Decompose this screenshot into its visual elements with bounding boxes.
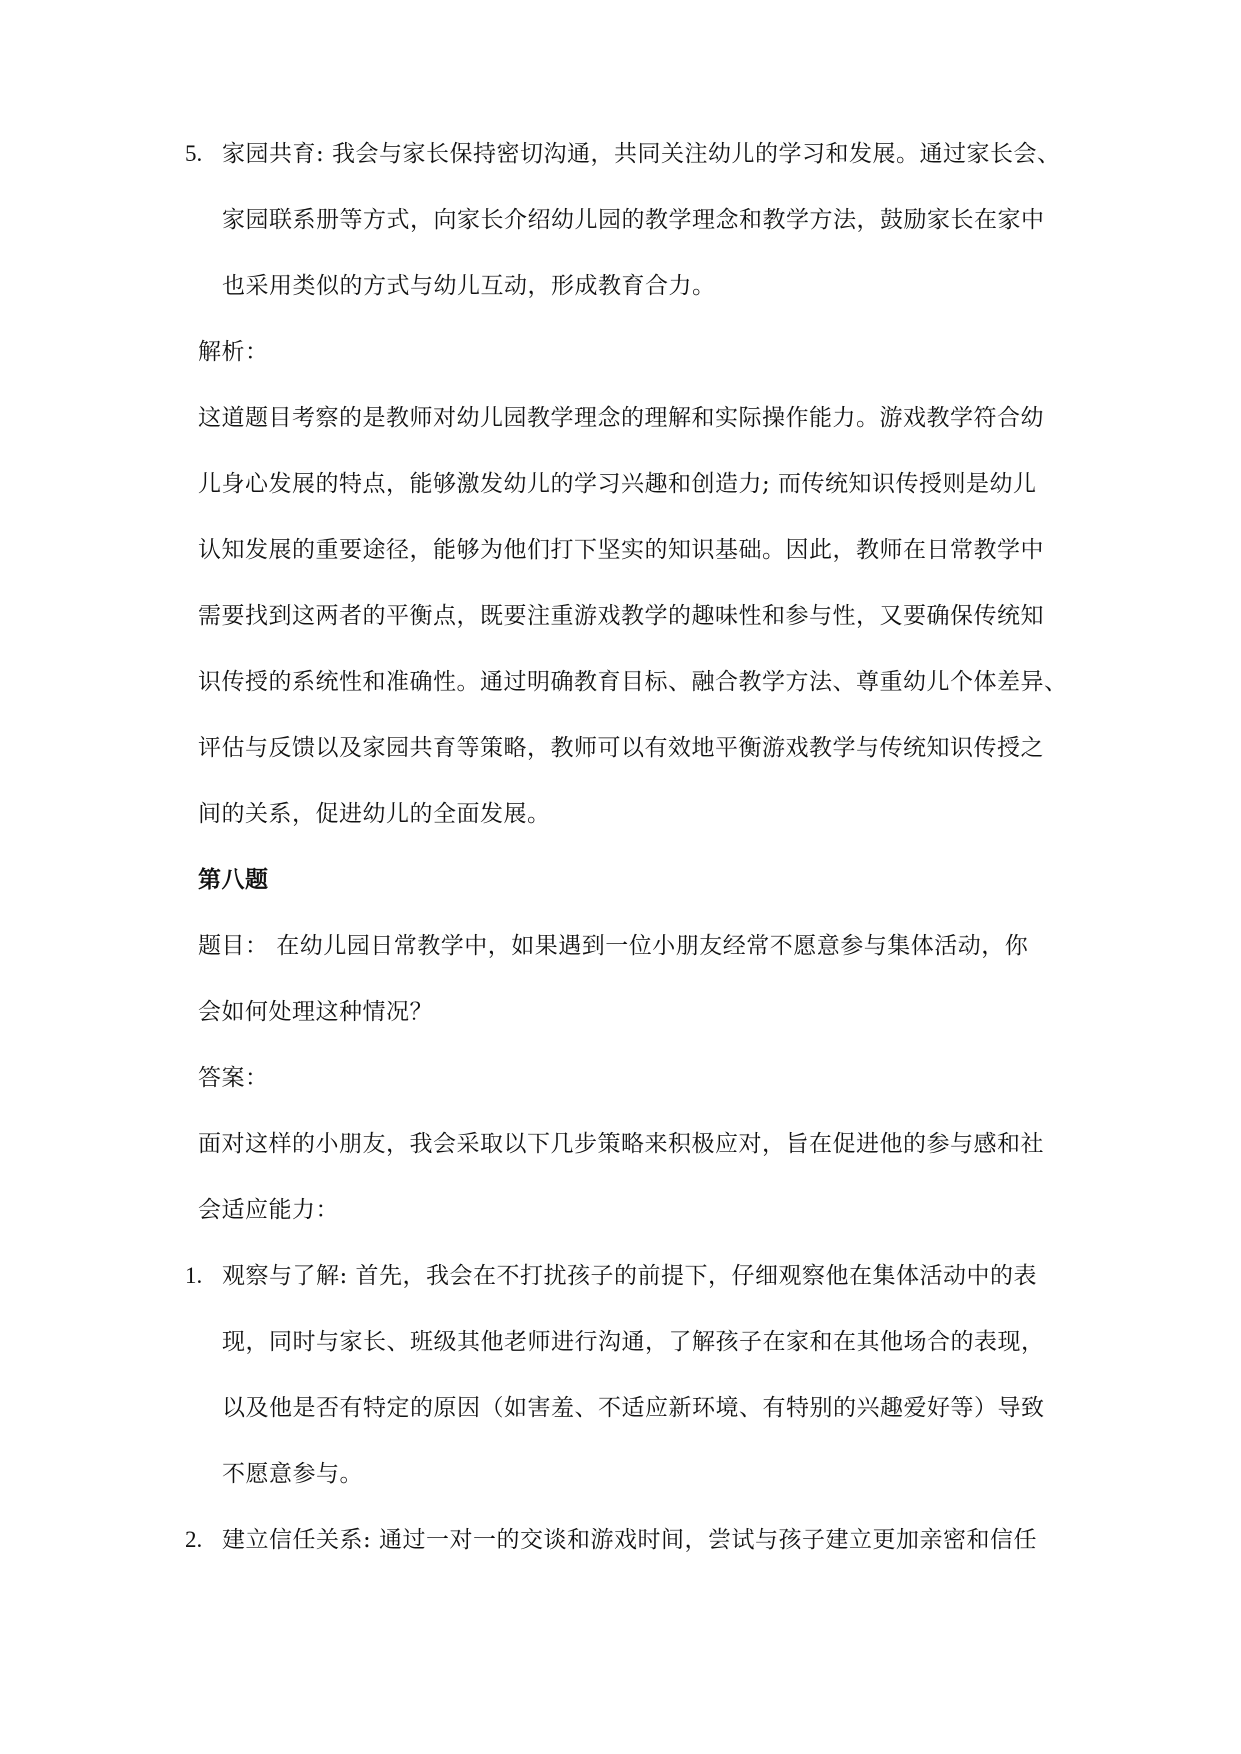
paragraph-line: 观察与了解: 首先，我会在不打扰孩子的前提下，仔细观察他在集体活动中的表 (222, 1263, 1038, 1289)
section-title: 第八题 (198, 866, 269, 893)
list-number: 5. (185, 141, 203, 166)
list-number: 1. (185, 1263, 203, 1288)
paragraph-line: 评估与反馈以及家园共育等策略，教师可以有效地平衡游戏教学与传统知识传授之 (198, 735, 1044, 761)
paragraph-line: 以及他是否有特定的原因（如害羞、不适应新环境、有特别的兴趣爱好等）导致 (222, 1395, 1045, 1421)
paragraph-line: 家园联系册等方式，向家长介绍幼儿园的教学理念和教学方法，鼓励家长在家中 (222, 207, 1045, 233)
paragraph-line: 这道题目考察的是教师对幼儿园教学理念的理解和实际操作能力。游戏教学符合幼 (198, 405, 1044, 431)
paragraph-line: 不愿意参与。 (222, 1461, 363, 1487)
paragraph-line: 建立信任关系: 通过一对一的交谈和游戏时间，尝试与孩子建立更加亲密和信任 (222, 1527, 1038, 1553)
paragraph-line: 面对这样的小朋友，我会采取以下几步策略来积极应对，旨在促进他的参与感和社 (198, 1131, 1044, 1157)
question-line: 会如何处理这种情况？ (198, 999, 433, 1025)
paragraph-line: 识传授的系统性和准确性。通过明确教育目标、融合教学方法、尊重幼儿个体差异、 (198, 669, 1068, 695)
paragraph-line: 间的关系，促进幼儿的全面发展。 (198, 801, 551, 827)
analysis-label: 解析： (198, 339, 269, 365)
answer-label: 答案： (198, 1065, 269, 1091)
paragraph-line: 家园共育: 我会与家长保持密切沟通，共同关注幼儿的学习和发展。通过家长会、 (222, 141, 1061, 167)
list-number: 2. (185, 1527, 203, 1552)
paragraph-line: 需要找到这两者的平衡点，既要注重游戏教学的趣味性和参与性，又要确保传统知 (198, 603, 1044, 629)
paragraph-line: 认知发展的重要途径，能够为他们打下坚实的知识基础。因此，教师在日常教学中 (198, 537, 1044, 563)
paragraph-line: 儿身心发展的特点，能够激发幼儿的学习兴趣和创造力; 而传统知识传授则是幼儿 (198, 471, 1037, 497)
question-line: 题目： 在幼儿园日常教学中，如果遇到一位小朋友经常不愿意参与集体活动，你 (198, 933, 1029, 959)
paragraph-line: 现，同时与家长、班级其他老师进行沟通，了解孩子在家和在其他场合的表现， (222, 1329, 1045, 1355)
paragraph-line: 也采用类似的方式与幼儿互动，形成教育合力。 (222, 273, 716, 299)
paragraph-line: 会适应能力： (198, 1197, 339, 1223)
